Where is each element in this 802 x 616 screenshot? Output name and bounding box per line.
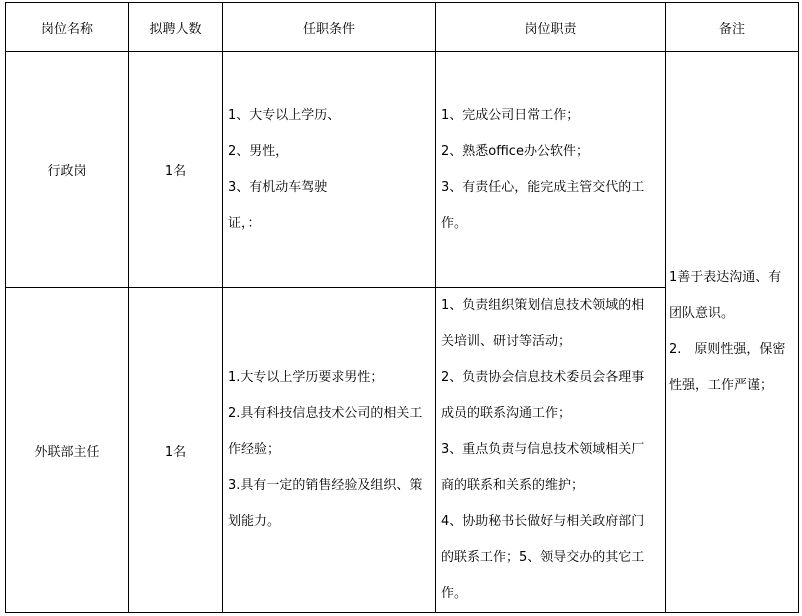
requirement-item: 3.具有一定的销售经验及组织、策划能力。 xyxy=(228,478,423,529)
header-position: 岗位名称 xyxy=(6,3,129,52)
requirement-item: 2.具有科技信息技术公司的相关工作经验； xyxy=(228,406,423,457)
requirement-item: 1.大专以上学历要求男性； xyxy=(228,370,384,385)
duty-item: 3、重点负责与信息技术领域相关厂商的联系和关系的维护； xyxy=(441,442,645,493)
duties-cell xyxy=(436,52,666,288)
note-item: 2. 原则性强，保密性强，工作严谨； xyxy=(669,342,786,393)
requirement-item: 2、男性， xyxy=(228,143,289,159)
position-cell: 外联部主任 xyxy=(6,288,129,613)
header-requirements: 任职条件 xyxy=(223,3,436,52)
header-count: 拟聘人数 xyxy=(129,3,223,52)
duty-item: 4、协助秘书长做好与相关政府部门的联系工作；5、领导交办的其它工作。 xyxy=(441,514,645,601)
notes-cell xyxy=(666,52,799,613)
requirements-cell xyxy=(223,288,436,613)
note-item: 1善于表达沟通、有团队意识。 xyxy=(669,270,782,321)
duty-item: 3、有责任心，能完成主管交代的工作。 xyxy=(441,179,645,231)
job-table xyxy=(5,2,799,613)
duties-cell xyxy=(436,288,666,613)
header-notes: 备注 xyxy=(666,3,799,52)
table-row xyxy=(6,52,799,288)
duty-item: 2、熟悉office办公软件； xyxy=(441,143,589,159)
duty-item: 1、负责组织策划信息技术领域的相关培训、研讨等活动； xyxy=(441,298,645,349)
requirements-cell xyxy=(223,52,436,288)
header-duties: 岗位职责 xyxy=(436,3,666,52)
position-cell: 行政岗 xyxy=(6,52,129,288)
count-cell: 1名 xyxy=(129,52,223,288)
duty-item: 2、负责协会信息技术委员会各理事成员的联系沟通工作； xyxy=(441,370,645,421)
requirement-item: 3、有机动车驾驶证，： xyxy=(228,179,328,231)
requirement-item: 1、大专以上学历、 xyxy=(228,107,341,123)
header-row xyxy=(6,3,799,52)
duty-item: 1、完成公司日常工作； xyxy=(441,107,580,123)
count-cell: 1名 xyxy=(129,288,223,613)
